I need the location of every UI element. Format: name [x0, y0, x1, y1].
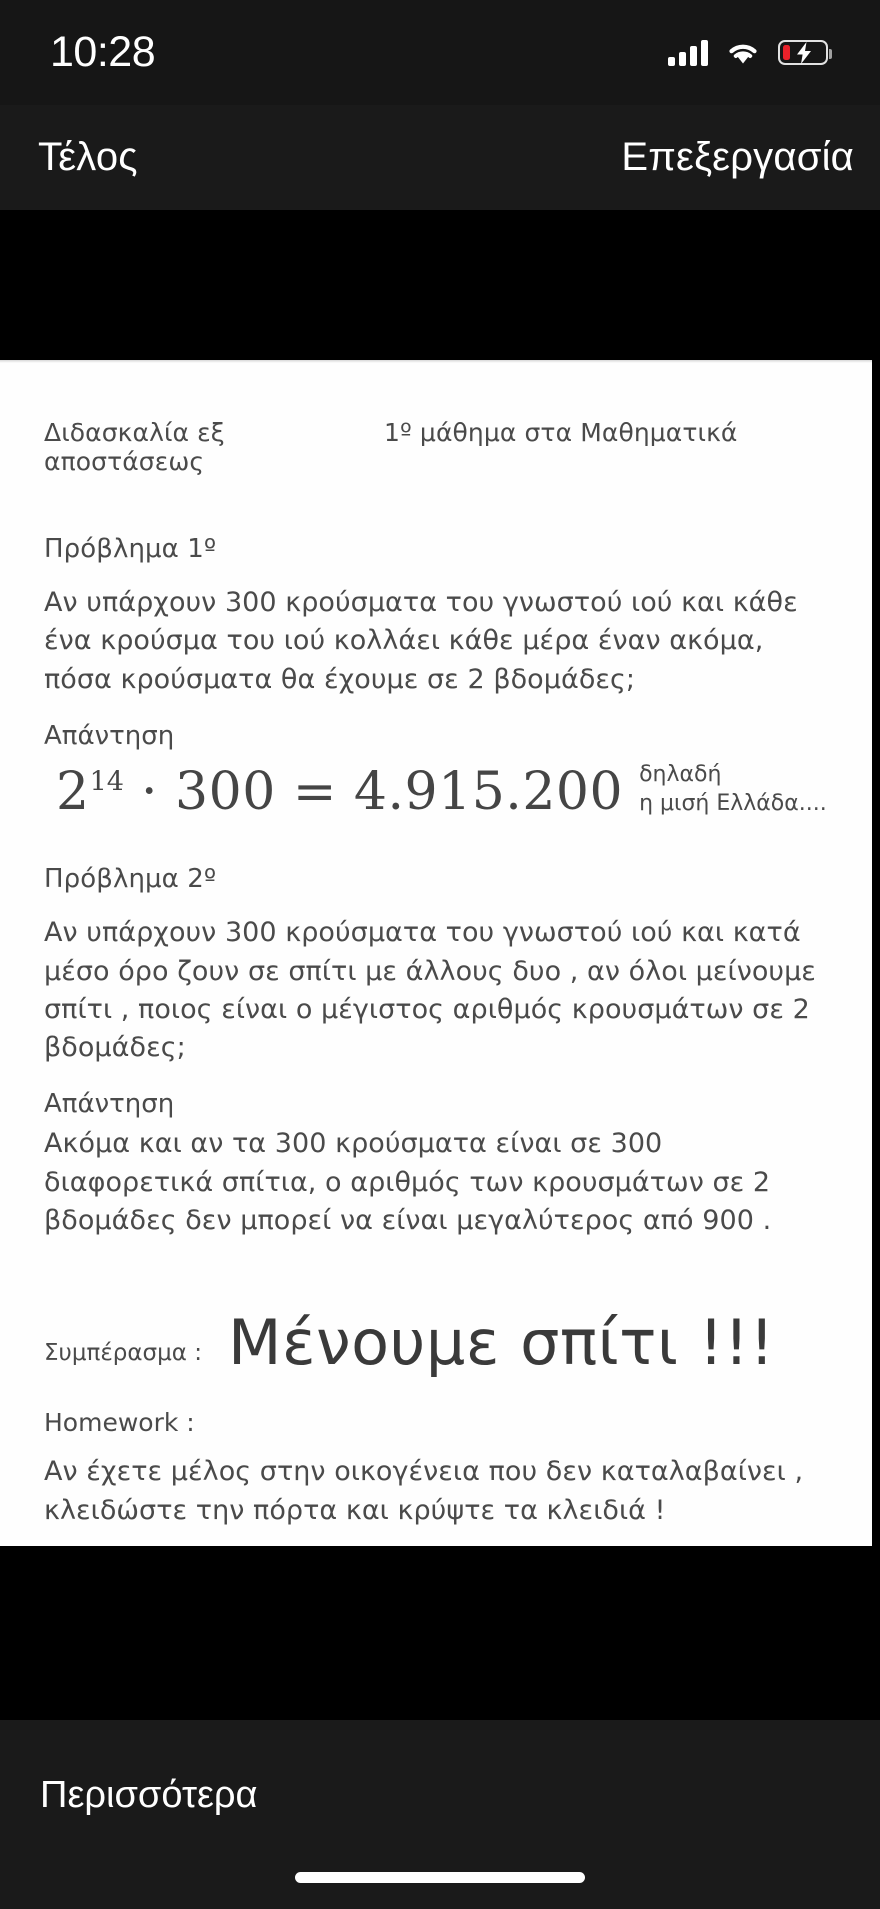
wifi-icon	[726, 40, 760, 66]
problem1-equation	[56, 762, 623, 822]
conclusion-row	[44, 1306, 828, 1380]
status-bar-icons	[668, 40, 828, 66]
problem1-answer-label: Απάντηση	[44, 720, 175, 751]
battery-low-charging-icon	[778, 40, 828, 65]
problem2-answer-label: Απάντηση	[44, 1089, 175, 1120]
status-bar-clock: 10:28	[50, 28, 156, 76]
problem1-body: Αν υπάρχουν 300 κρούσματα του γνωστού ιού και κάθε ένα κρούσμα του ιού κολλάει κάθε μέρα έναν ακόμα, πόσα κρούσματα θα έχουμε σε 2 βδομάδες;	[44, 587, 798, 695]
homework-label: Homework :	[44, 1408, 195, 1438]
conclusion-text: Μένουμε σπίτι !!!	[227, 1306, 775, 1380]
document-header-left: Διδασκαλία εξ αποστάσεως	[44, 418, 225, 476]
cellular-signal-icon	[668, 40, 708, 66]
document-page	[0, 360, 872, 1546]
equation-note-line1: δηλαδή	[639, 761, 722, 787]
done-button[interactable]: Τέλος	[38, 135, 138, 179]
homework-body: Αν έχετε μέλος στην οικογένεια που δεν καταλαβαίνει , κλειδώστε την πόρτα και κρύψτε τα κλειδιά !	[44, 1456, 804, 1526]
problem2-body: Αν υπάρχουν 300 κρούσματα του γνωστού ιού και κατά μέσο όρο ζουν σε σπίτι με άλλους δυο , αν όλοι μείνουμε σπίτι , ποιος είναι ο μέγιστος αριθμός κρουσμάτων σε 2 βδομάδες;	[44, 917, 816, 1064]
document-header-right: 1º μάθημα στα Μαθηματικά	[384, 418, 738, 447]
more-button[interactable]: Περισσότερα	[40, 1774, 258, 1816]
edit-button[interactable]: Επεξεργασία	[621, 135, 854, 179]
problem2-answer-body: Ακόμα και αν τα 300 κρούσματα είναι σε 300 διαφορετικά σπίτια, ο αριθμός των κρουσμάτων σε 2 βδομάδες δεν μπορεί να είναι μεγαλύτερος από 900 .	[44, 1128, 772, 1237]
problem1-equation-note	[639, 761, 827, 822]
equation-base: 2	[56, 761, 90, 822]
equation-rest: · 300 = 4.915.200	[140, 761, 624, 822]
navigation-bar	[0, 105, 880, 210]
equation-note-line2: η μισή Ελλάδα....	[639, 790, 827, 816]
bottom-toolbar	[0, 1720, 880, 1909]
problem1-title: Πρόβλημα 1º	[44, 534, 217, 564]
conclusion-label: Συμπέρασμα :	[44, 1340, 202, 1367]
equation-exponent: 14	[89, 766, 124, 798]
document-header	[44, 418, 828, 476]
home-indicator[interactable]	[295, 1872, 585, 1883]
problem1-equation-row	[56, 761, 828, 822]
problem2-title: Πρόβλημα 2º	[44, 864, 217, 895]
status-bar	[0, 0, 880, 105]
document-viewer[interactable]	[0, 210, 880, 1720]
document-content	[0, 360, 872, 1546]
